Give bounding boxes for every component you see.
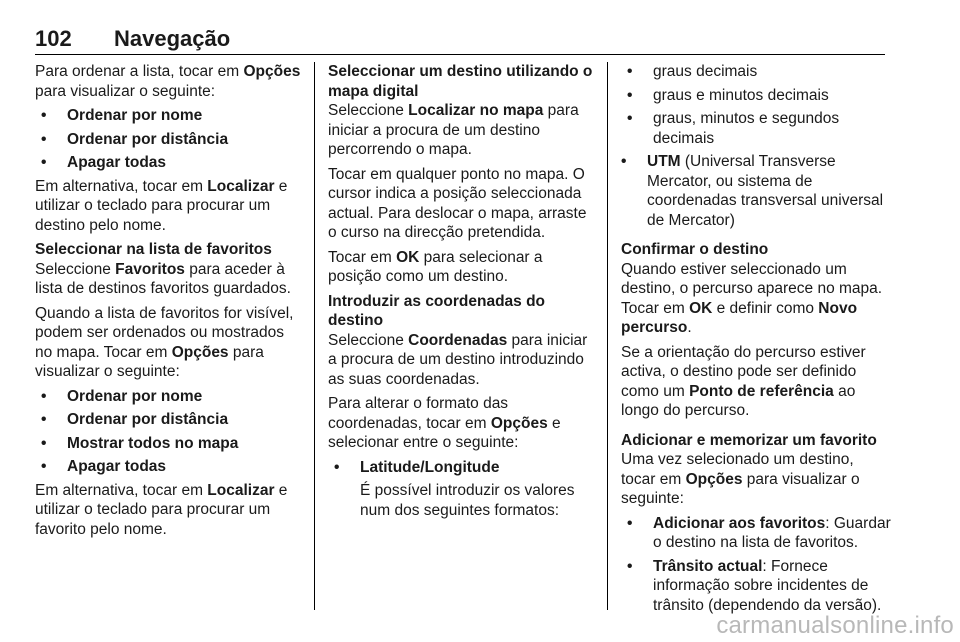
favorites-heading: Seleccionar na lista de favoritos	[35, 241, 272, 258]
sort-options-list	[35, 106, 303, 173]
column-1	[35, 62, 303, 544]
map-paragraph-2: Tocar em qualquer ponto no mapa. O cursor indica a posição seleccionada actual. Para deslocar o mapa, arraste o curso na direcção pretendida.	[328, 165, 587, 241]
bullet-icon: •	[334, 458, 340, 476]
favorites-options-list	[35, 387, 303, 477]
confirm-paragraph-2: Se a orientação do percurso estiver activa, o destino pode ser definido como um Ponto de referência ao longo do percurso.	[621, 343, 866, 419]
coordinates-paragraph-1: Seleccione Coordenadas para iniciar a procura de um destino introduzindo as suas coordenadas.	[328, 331, 588, 388]
bullet-icon: •	[627, 110, 633, 127]
intro-paragraph: Para ordenar a lista, tocar em Opções para visualizar o seguinte:	[35, 63, 301, 100]
degree-formats-list	[621, 62, 891, 148]
bullet-icon: •	[41, 130, 47, 148]
list-item: • Ordenar por distância	[41, 411, 229, 428]
map-heading: Seleccionar um destino utilizando o mapa digital	[328, 63, 593, 100]
list-item: • graus decimais	[627, 63, 758, 80]
map-paragraph-3: Tocar em OK para selecionar a posição como um destino.	[328, 248, 543, 285]
confirm-paragraph-1: Quando estiver seleccionado um destino, o percurso aparece no mapa. Tocar em OK e definir como Novo percurso.	[621, 260, 883, 336]
bullet-icon: •	[627, 63, 633, 80]
bullet-icon: •	[41, 154, 47, 171]
add-favorite-paragraph: Uma vez selecionado um destino, tocar em Opções para visualizar o seguinte:	[621, 451, 860, 507]
favorites-paragraph-1: Seleccione Favoritos para aceder à lista de destinos favoritos guardados.	[35, 260, 291, 297]
list-item: • Ordenar por nome	[41, 387, 203, 405]
bullet-icon: •	[41, 434, 47, 452]
column-divider-1	[314, 62, 315, 610]
column-3	[621, 62, 891, 619]
list-item: • Apagar todas	[41, 458, 167, 475]
list-item: • Ordenar por distância	[41, 130, 229, 148]
coordinate-format-list	[328, 458, 594, 478]
header-rule	[35, 54, 885, 55]
coordinates-heading: Introduzir as coordenadas do destino	[328, 292, 546, 329]
list-item: • Mostrar todos no mapa	[41, 434, 239, 452]
bullet-icon: •	[41, 387, 47, 405]
list-item: • Latitude/Longitude	[334, 458, 500, 476]
section-title: Navegação	[114, 26, 231, 51]
list-item: • Adicionar aos favoritos: Guardar o destino na lista de favoritos.	[627, 514, 891, 551]
watermark: carmanualsonline.info	[716, 612, 954, 639]
alternative-paragraph-1: Em alternativa, tocar em Localizar e utilizar o teclado para procurar um destino pelo nome.	[35, 177, 288, 234]
bullet-icon: •	[41, 107, 47, 124]
page-number: 102	[35, 26, 72, 51]
confirm-heading: Confirmar o destino	[621, 241, 769, 258]
bullet-icon: •	[41, 411, 47, 428]
latlong-description: É possível introduzir os valores num dos seguintes formatos:	[360, 482, 575, 519]
column-divider-2	[607, 62, 608, 610]
bullet-icon: •	[627, 514, 633, 532]
list-item: • Apagar todas	[41, 154, 167, 171]
map-paragraph-1: Seleccione Localizar no mapa para iniciar a procura de um destino percorrendo o mapa.	[328, 102, 579, 158]
list-item: • graus, minutos e segundos decimais	[627, 110, 840, 147]
favorite-options-list	[621, 514, 891, 616]
bullet-icon: •	[41, 458, 47, 475]
bullet-icon: •	[627, 557, 633, 575]
bullet-icon: •	[621, 153, 627, 170]
coordinates-paragraph-2: Para alterar o formato das coordenadas, tocar em Opções e selecionar entre o seguinte:	[328, 395, 561, 451]
bullet-icon: •	[627, 86, 633, 104]
favorites-paragraph-2: Quando a lista de favoritos for visível, podem ser ordenados ou mostrados no mapa. Tocar em Opções para visualizar o seguinte:	[35, 304, 294, 380]
utm-format-list	[621, 152, 891, 230]
column-2	[328, 62, 594, 525]
list-item: • graus e minutos decimais	[627, 86, 829, 104]
add-favorite-heading: Adicionar e memorizar um favorito	[621, 431, 877, 449]
list-item: • UTM (Universal Transverse Mercator, ou sistema de coordenadas transversal universal de Mercator)	[621, 153, 884, 229]
list-item: • Trânsito actual: Fornece informação sobre incidentes de trânsito (dependendo da versão).	[627, 557, 882, 614]
list-item: • Ordenar por nome	[41, 107, 203, 124]
alternative-paragraph-2: Em alternativa, tocar em Localizar e utilizar o teclado para procurar um favorito pelo nome.	[35, 481, 288, 538]
